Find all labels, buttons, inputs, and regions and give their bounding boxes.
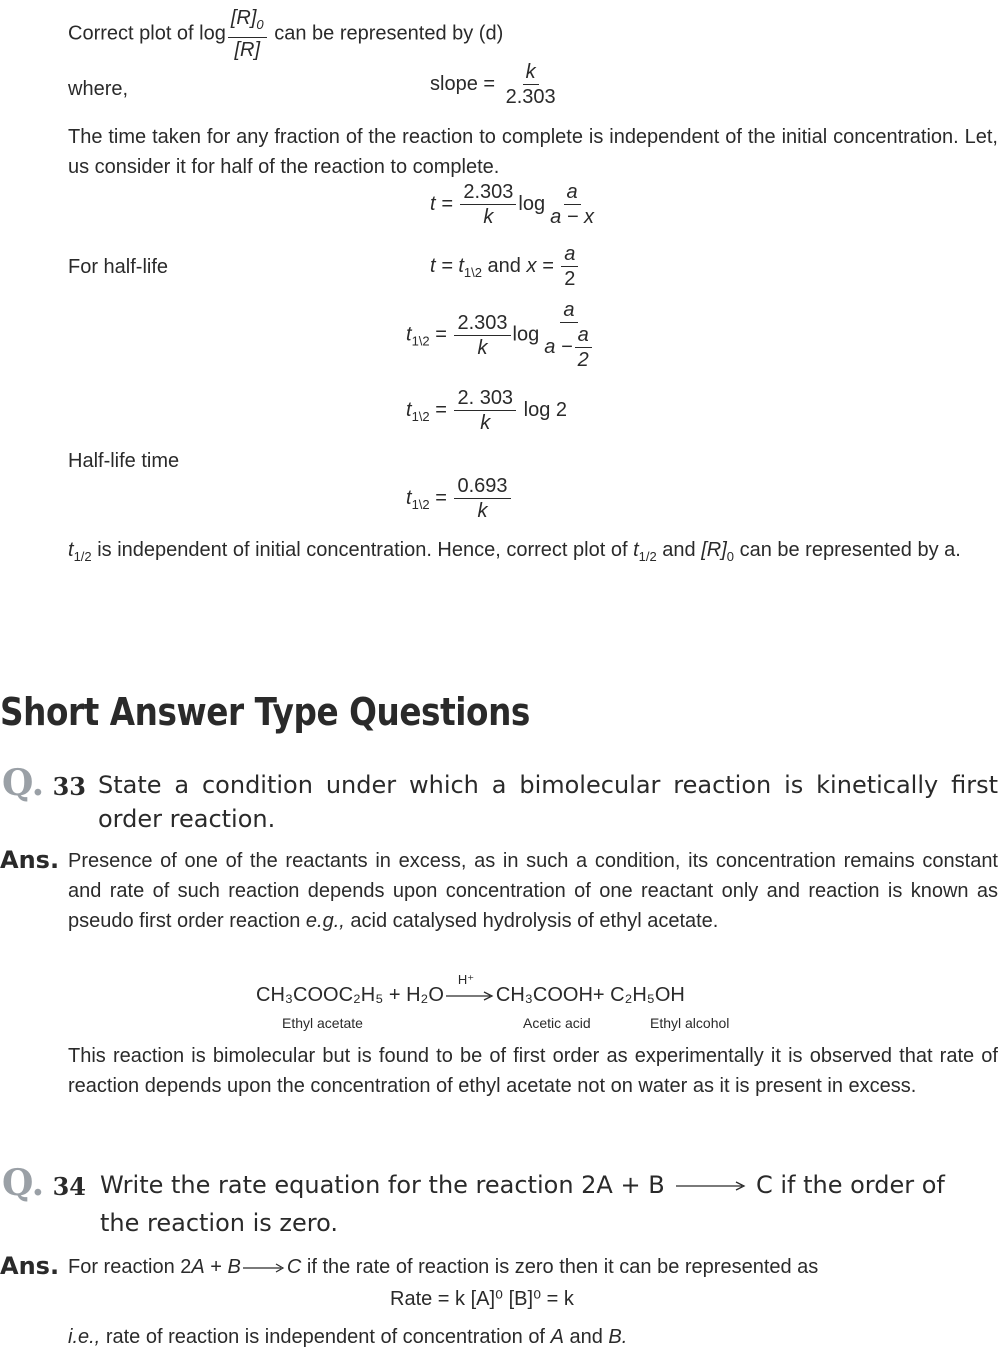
product-ethyl-alcohol: C₂H₅OH <box>610 984 685 1006</box>
text: Correct plot of log <box>68 22 226 45</box>
text: A <box>550 1326 564 1348</box>
q34-question <box>2 1162 86 1204</box>
text: 2 <box>577 349 589 371</box>
text: acid catalysed hydrolysis of ethyl acetate. <box>350 910 719 932</box>
text: [R] <box>234 39 261 61</box>
text: t <box>406 486 412 509</box>
text: if the rate of reaction is zero then it can be represented as <box>306 1256 819 1278</box>
text: rate of reaction is independent of concentration of <box>105 1326 545 1348</box>
text: A <box>191 1256 205 1278</box>
label-ethyl-alcohol: Ethyl alcohol <box>650 1015 730 1031</box>
paragraph-half-life-conclusion <box>68 536 998 571</box>
text: Write the rate equation for the reaction 2A + B <box>100 1171 665 1199</box>
text: C if the order of <box>755 1171 945 1199</box>
text: can be represented by (d) <box>274 22 504 45</box>
fraction <box>503 60 559 109</box>
slope-equation <box>430 60 561 109</box>
text: C <box>286 1256 302 1278</box>
text: 2.303 <box>454 311 510 336</box>
log-fraction <box>228 6 267 62</box>
text: 1/2 <box>73 549 92 564</box>
text: + <box>388 984 401 1006</box>
catalyst-label: H⁺ <box>457 971 475 987</box>
text: 2.303 <box>460 180 516 205</box>
text: and <box>487 254 521 277</box>
q33-conclusion: This reaction is bimolecular but is found to be of first order as experimentally it is observed that rate of reaction depends upon the concentration of ethyl acetate not on water as it is present in excess. <box>68 1045 998 1097</box>
text: B. <box>608 1326 628 1348</box>
half-life-label: For half-life <box>68 256 169 278</box>
fraction <box>454 386 516 435</box>
text: t <box>406 398 412 421</box>
q34-final <box>68 1322 627 1352</box>
section-heading: Short Answer Type Questions <box>0 690 530 734</box>
text: 1\2 <box>411 333 430 349</box>
half-life-equation-1 <box>406 298 599 372</box>
text: k <box>477 336 488 359</box>
text: a − x <box>550 206 595 228</box>
q34-question-text <box>100 1168 998 1202</box>
text: For reaction 2 <box>68 1256 192 1278</box>
half-life-equation-2 <box>406 386 567 435</box>
question-mark: Q. <box>2 762 45 804</box>
text: 2.303 <box>505 86 556 108</box>
label-acetic-acid: Acetic acid <box>523 1015 591 1031</box>
fraction <box>454 311 510 360</box>
arrow-icon <box>672 1178 748 1194</box>
text: k <box>523 60 539 85</box>
reactant-ethyl-acetate: CH₃COOC₂H₅ <box>256 984 384 1006</box>
text: e.g., <box>305 910 345 932</box>
text: 1\2 <box>411 496 430 512</box>
question-mark: Q. <box>2 1162 45 1204</box>
q33-question <box>2 762 86 804</box>
text: a − <box>544 335 573 358</box>
text: log 2 <box>523 398 567 421</box>
text: = <box>435 486 447 509</box>
answer-label: Ans. <box>0 846 60 874</box>
text: 1\2 <box>463 264 482 280</box>
text: 0 <box>726 549 735 564</box>
text: i.e., <box>68 1326 101 1348</box>
text: 0.693 <box>454 474 510 499</box>
text: t <box>68 539 74 561</box>
text: a <box>575 323 592 348</box>
text: [R] <box>701 539 727 561</box>
text: t <box>633 539 639 561</box>
text: a <box>564 180 581 205</box>
text: can be represented by a. <box>739 539 961 561</box>
fraction <box>541 298 596 372</box>
text: 1/2 <box>638 549 657 564</box>
reactant-water: H₂O <box>406 984 444 1006</box>
q33-answer <box>68 846 998 936</box>
text: = <box>435 398 447 421</box>
fraction <box>575 323 592 372</box>
text: t <box>406 323 412 346</box>
text: Presence of one of the reactants in excess, as in such a condition, its concentration remains constant and rate of such reaction depends upon concentration of one reactant only and reaction is known as pseudo first order reaction <box>68 850 998 932</box>
fraction <box>547 180 597 229</box>
text: is independent of initial concentration. Hence, correct plot of <box>97 539 628 561</box>
text: = <box>435 323 447 346</box>
text: 2. 303 <box>454 386 516 411</box>
q34-question-text-2: the reaction is zero. <box>100 1209 339 1237</box>
paragraph-fraction-reaction: The time taken for any fraction of the reaction to complete is independent of the initial concentration. Let, us consider it for half of the reaction to complete. <box>68 126 998 178</box>
reaction-arrow <box>444 971 496 1006</box>
product-acetic-acid: CH₃COOH <box>495 984 593 1006</box>
text: + <box>592 984 605 1006</box>
text: + <box>204 1256 228 1278</box>
question-number: 33 <box>52 772 86 801</box>
fraction <box>561 242 578 291</box>
text: log <box>512 323 540 346</box>
q34-answer <box>68 1252 818 1282</box>
text: 0 <box>256 17 264 32</box>
hydrolysis-equation <box>256 971 685 1007</box>
text: t = t <box>430 254 464 277</box>
half-life-equation-3 <box>406 474 513 523</box>
text: B <box>227 1256 241 1278</box>
fraction <box>460 180 516 229</box>
rate-equation: Rate = k [A]⁰ [B]⁰ = k <box>390 1288 574 1310</box>
equation-t <box>430 180 599 229</box>
question-number: 34 <box>52 1172 86 1201</box>
text: [R] <box>230 7 257 29</box>
text: k <box>483 206 494 228</box>
text: slope = <box>430 72 496 95</box>
text: 1\2 <box>411 408 430 424</box>
where-label: where, <box>68 78 129 100</box>
text: and <box>662 539 696 561</box>
text: log <box>518 192 546 215</box>
text: 2 <box>564 268 576 290</box>
half-life-time-label: Half-life time <box>68 450 180 472</box>
half-life-condition <box>430 242 580 291</box>
arrow-icon <box>241 1261 287 1275</box>
text: x = <box>526 254 554 277</box>
correct-plot-line <box>68 6 503 62</box>
text: and <box>569 1326 603 1348</box>
q33-question-text: State a condition under which a bimolecular reaction is kinetically first order reaction. <box>98 771 998 833</box>
arrow-icon <box>444 986 496 1006</box>
fraction <box>454 474 510 523</box>
text: a <box>561 242 578 267</box>
text: a <box>560 298 577 323</box>
text: k <box>480 412 491 434</box>
text: k <box>477 500 488 522</box>
answer-label: Ans. <box>0 1252 60 1280</box>
text: t = <box>430 192 453 215</box>
label-ethyl-acetate: Ethyl acetate <box>282 1015 363 1031</box>
